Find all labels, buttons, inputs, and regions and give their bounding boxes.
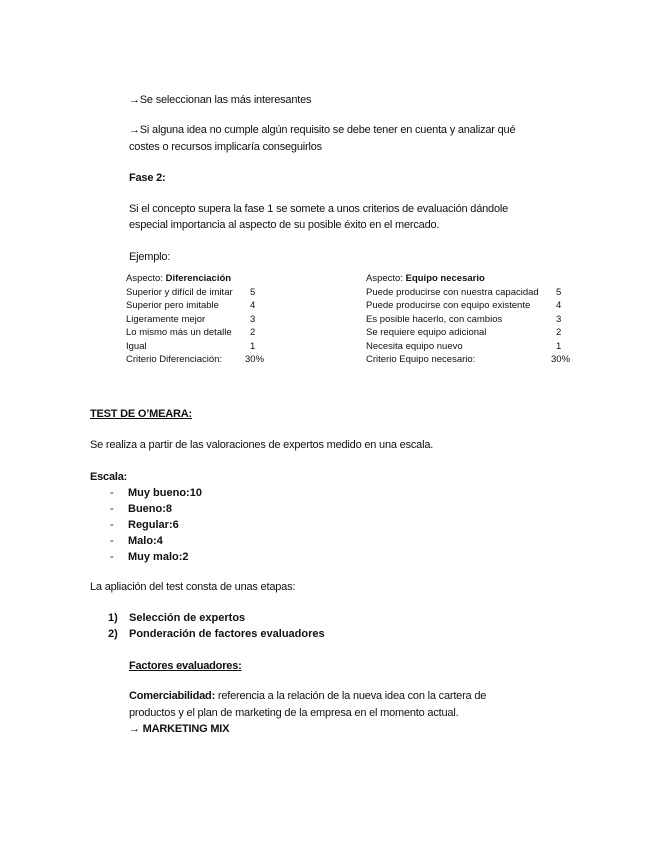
row-label: Ligeramente mejor (126, 313, 206, 325)
marketing-mix-note: → MARKETING MIX (129, 723, 230, 735)
criterion-value: 30% (245, 354, 265, 365)
table-row (366, 313, 572, 327)
table-row (366, 340, 572, 354)
fase-2-heading: Fase 2: (129, 172, 166, 184)
table-row (366, 326, 572, 340)
row-label: Superior y difícil de imitar (126, 286, 233, 298)
example-table-differentiation (126, 272, 266, 367)
row-label: Lo mismo más un detalle (126, 327, 232, 338)
row-label: Se requiere equipo adicional (366, 327, 487, 338)
stage-label: Selección de expertos (129, 612, 246, 624)
table-row (366, 286, 572, 300)
table-row (366, 299, 572, 313)
scale-item: Muy malo:2 (128, 551, 189, 563)
commercial-term: Comerciabilidad: (129, 690, 216, 702)
row-value: 5 (556, 286, 562, 298)
aspect-name: Diferenciación (165, 273, 232, 284)
row-value: 2 (556, 327, 562, 338)
row-value: 1 (556, 340, 562, 352)
row-label: Puede producirse con nuestra capacidad (366, 286, 539, 298)
table-criterion-row (126, 353, 266, 367)
scale-item: Muy bueno:10 (128, 487, 202, 499)
table-aspect-row (366, 272, 572, 286)
row-label: Puede producirse con equipo existente (366, 300, 531, 311)
row-value: 3 (556, 313, 562, 325)
selection-note: →Se seleccionan las más interesantes (129, 94, 312, 106)
stage-number: 1) (108, 612, 118, 624)
table-row (126, 340, 266, 354)
row-value: 2 (250, 327, 256, 338)
aspect-prefix: Aspecto: (366, 273, 406, 284)
stage-number: 2) (108, 628, 118, 640)
fase-2-paragraph-line-2: especial importancia al aspecto de su posible éxito en el mercado. (129, 219, 440, 231)
table-criterion-row (366, 353, 572, 367)
scale-item: Malo:4 (128, 535, 163, 547)
criterion-label: Criterio Equipo necesario: (366, 354, 476, 365)
criterion-value: 30% (551, 354, 571, 365)
scale-label: Escala: (90, 471, 128, 483)
row-label: Igual (126, 340, 147, 352)
row-value: 1 (250, 340, 256, 352)
table-row (126, 286, 266, 300)
fase-2-paragraph-line-1: Si el concepto supera la fase 1 se somete a unos criterios de evaluación dándole (129, 203, 509, 215)
scale-item: Bueno:8 (128, 503, 172, 515)
document-page: →Se seleccionan las más interesantes →Si alguna idea no cumple algún requisito se debe tener en cuenta y analizar qué costes o recursos implicaría conseguirlos Fase 2: Si el concepto supera la fase 1 se somete a unos criterios de evaluación dándole especial importancia al aspecto de su posible éxito en el mercado. Ejemplo: Aspecto: Diferenciación Superior y difícil de imitar 5 Superior pero imitable 4 Ligeramente mejor 3 Lo mismo más un detalle 2 Igual 1 Criterio Diferenciación: 30% Aspecto: Equipo necesario Puede producirse con nuestra capacidad 5 Puede producirse con equipo existente 4 Es posible hacerlo, con cambios 3 Se requiere equipo adicional 2 Necesita equipo nuevo 1 Criterio Equipo necesario: 30% TEST DE O’MEARA: Se realiza a partir de las valoraciones de expertos medido en una escala. Escala: - Muy bueno:10 - Bueno:8 - Regular:6 - Malo:4 - Muy malo:2 La apliación del test consta de unas etapas: 1) Selección de expertos 2) Ponderación de factores evaluadores Factores evaluadores: Comerciabilidad: referencia a la relación de la nueva idea con la cartera de productos y el plan de marketing de la empresa en el momento actual. → MARKETING MIX (90, 94, 571, 735)
omeara-title: TEST DE O’MEARA: (90, 408, 192, 420)
row-value: 4 (556, 300, 562, 311)
row-value: 4 (250, 300, 256, 311)
table-row (126, 326, 266, 340)
stages-intro: La apliación del test consta de unas etapas: (90, 581, 296, 593)
row-value: 3 (250, 313, 256, 325)
row-label: Necesita equipo nuevo (366, 340, 463, 352)
factors-heading: Factores evaluadores: (129, 660, 242, 672)
example-label: Ejemplo: (129, 251, 171, 263)
row-label: Es posible hacerlo, con cambios (366, 313, 503, 325)
requirement-note-line-2: costes o recursos implicaría conseguirlos (129, 141, 322, 153)
table-row (126, 299, 266, 313)
commercial-paragraph-line-1 (129, 688, 486, 704)
stage-label: Ponderación de factores evaluadores (129, 628, 325, 640)
scale-item: Regular:6 (128, 519, 179, 531)
commercial-paragraph-line-2: productos y el plan de marketing de la empresa en el momento actual. (129, 707, 459, 719)
commercial-text: referencia a la relación de la nueva idea con la cartera de (215, 690, 487, 702)
row-value: 5 (250, 286, 256, 298)
omeara-intro: Se realiza a partir de las valoraciones de expertos medido en una escala. (90, 439, 434, 451)
aspect-name: Equipo necesario (405, 273, 485, 284)
row-label: Superior pero imitable (126, 300, 219, 311)
table-row (126, 313, 266, 327)
requirement-note-line-1: →Si alguna idea no cumple algún requisito se debe tener en cuenta y analizar qué (129, 124, 516, 136)
example-table-equipment (366, 272, 572, 367)
criterion-label: Criterio Diferenciación: (126, 354, 223, 365)
table-aspect-row (126, 272, 266, 286)
aspect-prefix: Aspecto: (126, 273, 166, 284)
